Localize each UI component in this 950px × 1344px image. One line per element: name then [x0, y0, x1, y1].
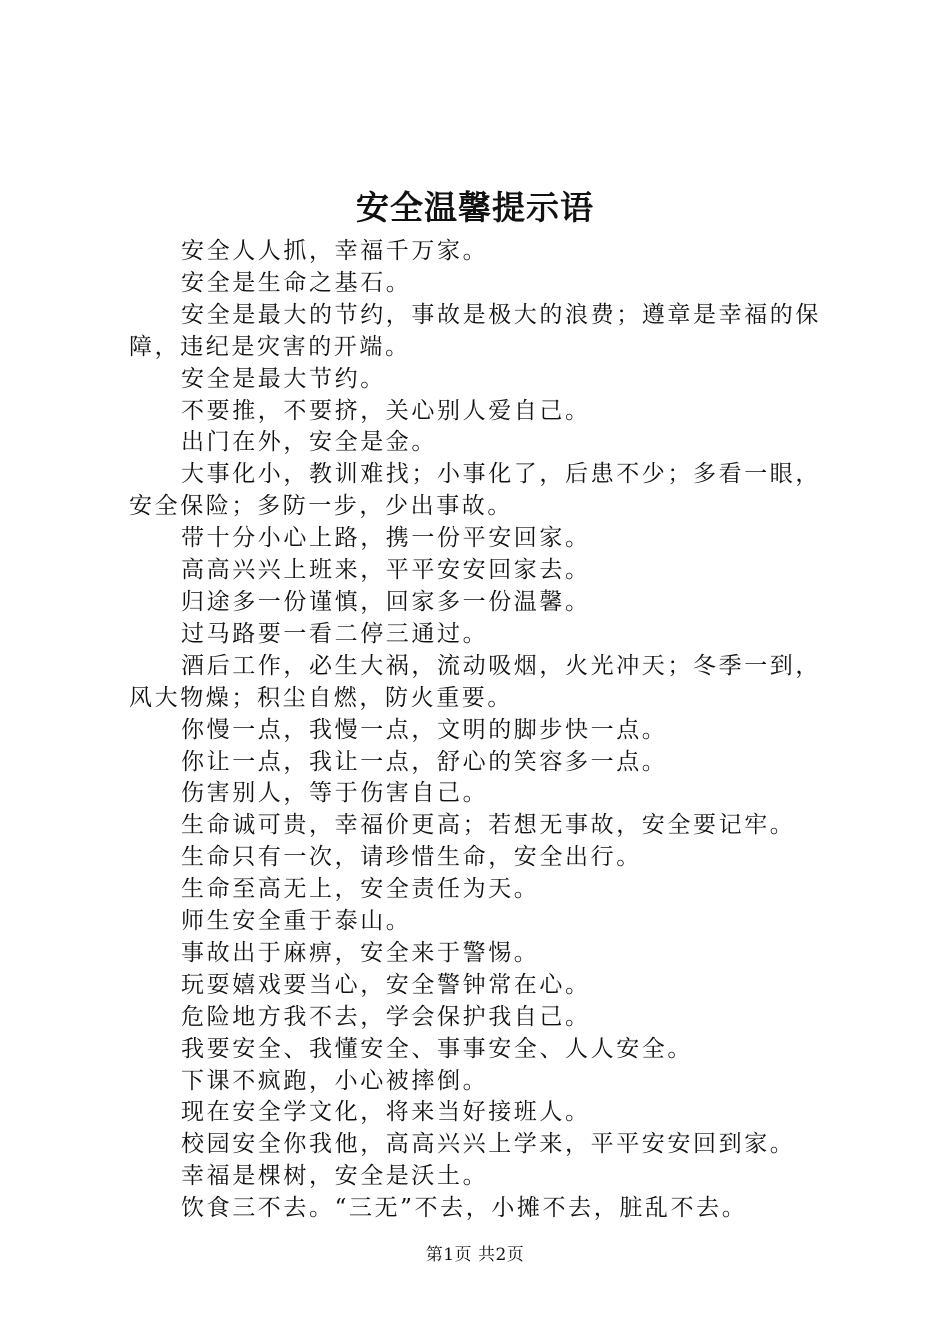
paragraph: 高高兴兴上班来，平平安安回家去。 — [181, 557, 591, 584]
paragraph: 安全是最大节约。 — [181, 365, 386, 392]
paragraph: 我要安全、我懂安全、事事安全、人人安全。 — [181, 1035, 693, 1062]
paragraph: 你慢一点，我慢一点，文明的脚步快一点。 — [181, 716, 668, 743]
paragraph: 下课不疯跑，小心被摔倒。 — [181, 1067, 489, 1094]
paragraph: 校园安全你我他，高高兴兴上学来，平平安安回到家。 — [181, 1131, 796, 1158]
paragraph: 大事化小，教训难找；小事化了，后患不少；多看一眼，安全保险；多防一步，少出事故。 — [129, 461, 821, 520]
paragraph: 酒后工作，必生大祸，流动吸烟，火光冲天；冬季一到，风大物燥；积尘自燃，防火重要。 — [129, 652, 821, 711]
paragraph: 不要推，不要挤，关心别人爱自己。 — [181, 397, 591, 424]
paragraph: 伤害别人，等于伤害自己。 — [181, 780, 489, 807]
document-title: 安全温馨提示语 — [356, 188, 594, 227]
paragraph: 安全是生命之基石。 — [181, 269, 412, 296]
paragraph: 危险地方我不去，学会保护我自己。 — [181, 1003, 591, 1030]
paragraph: 生命只有一次，请珍惜生命，安全出行。 — [181, 844, 642, 871]
paragraph: 过马路要一看二停三通过。 — [181, 620, 489, 647]
paragraph: 现在安全学文化，将来当好接班人。 — [181, 1099, 591, 1126]
paragraph: 生命至高无上，安全责任为天。 — [181, 876, 540, 903]
paragraph: 你让一点，我让一点，舒心的笑容多一点。 — [181, 748, 668, 775]
paragraph: 饮食三不去。“三无”不去，小摊不去，脏乱不去。 — [181, 1195, 748, 1222]
paragraph: 师生安全重于泰山。 — [181, 908, 412, 935]
paragraph: 玩耍嬉戏要当心，安全警钟常在心。 — [181, 971, 591, 998]
paragraph: 归途多一份谨慎，回家多一份温馨。 — [181, 588, 591, 615]
paragraph: 生命诚可贵，幸福价更高；若想无事故，安全要记牢。 — [181, 812, 796, 839]
paragraph: 事故出于麻痹，安全来于警惕。 — [181, 939, 540, 966]
page-number-footer: 第1页 共2页 — [425, 1245, 525, 1265]
paragraph: 出门在外，安全是金。 — [181, 429, 437, 456]
paragraph: 安全人人抓，幸福千万家。 — [181, 238, 489, 264]
paragraph: 带十分小心上路，携一份平安回家。 — [181, 525, 591, 552]
document-body — [129, 236, 835, 1225]
paragraph: 安全是最大的节约，事故是极大的浪费；遵章是幸福的保障，违纪是灾害的开端。 — [129, 301, 821, 360]
paragraph: 幸福是棵树，安全是沃土。 — [181, 1163, 489, 1190]
